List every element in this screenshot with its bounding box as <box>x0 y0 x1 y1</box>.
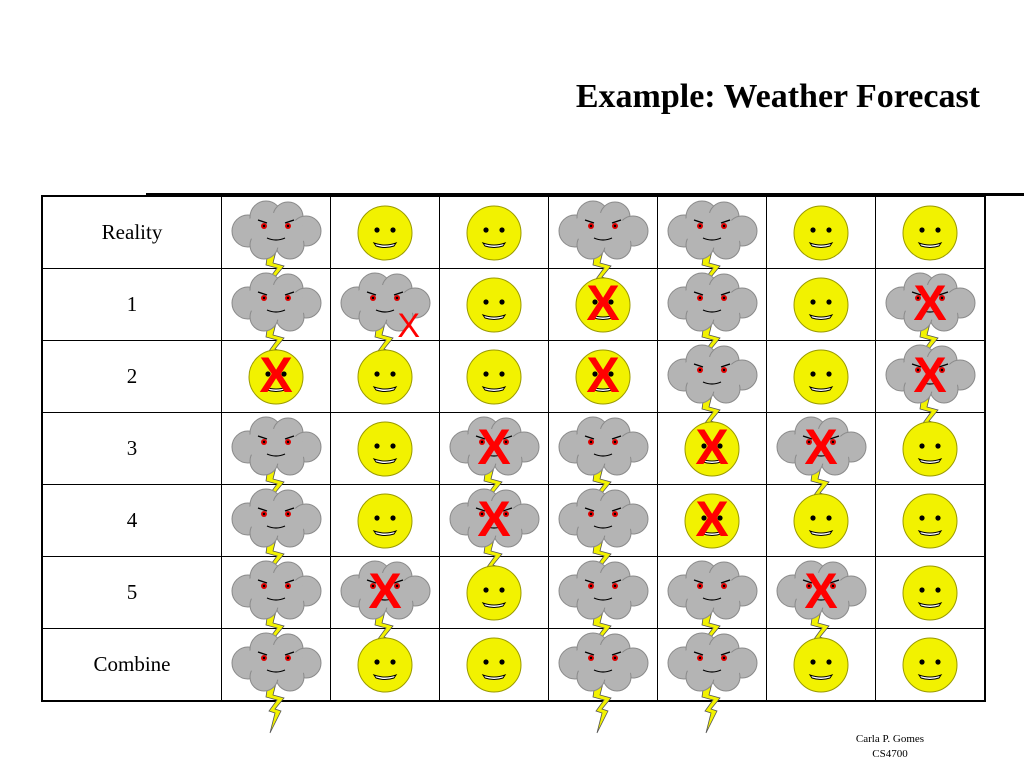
forecast-cell <box>876 269 986 341</box>
forecast-cell <box>767 557 876 629</box>
wrong-forecast-mark: X <box>368 563 402 620</box>
forecast-cell <box>658 629 767 702</box>
smiling-sun-icon <box>900 419 960 479</box>
forecast-cell <box>876 413 986 485</box>
forecast-cell <box>767 413 876 485</box>
smiling-sun-icon <box>355 635 415 695</box>
angry-storm-cloud-icon <box>555 625 651 743</box>
smiling-sun-icon <box>355 347 415 407</box>
row-label: Combine <box>42 629 222 702</box>
forecast-cell <box>658 341 767 413</box>
smiling-sun-icon <box>355 491 415 551</box>
smiling-sun-icon <box>900 635 960 695</box>
forecast-cell <box>549 413 658 485</box>
credit-course: CS4700 <box>872 748 908 760</box>
forecast-cell <box>876 557 986 629</box>
wrong-forecast-mark: X <box>913 275 947 332</box>
smiling-sun-icon <box>791 347 851 407</box>
forecast-cell <box>222 196 331 269</box>
forecast-cell <box>222 557 331 629</box>
smiling-sun-icon <box>791 203 851 263</box>
forecast-cell <box>222 485 331 557</box>
forecast-cell <box>440 413 549 485</box>
forecast-cell <box>440 557 549 629</box>
table-row <box>42 269 985 341</box>
forecast-cell <box>876 629 986 702</box>
forecast-cell <box>331 629 440 702</box>
forecast-cell <box>549 629 658 702</box>
smiling-sun-icon <box>464 203 524 263</box>
smiling-sun-icon <box>791 275 851 335</box>
forecast-cell <box>222 629 331 702</box>
wrong-forecast-mark: X <box>397 306 421 345</box>
wrong-forecast-mark: X <box>586 275 620 332</box>
forecast-cell <box>658 269 767 341</box>
smiling-sun-icon <box>900 491 960 551</box>
forecast-cell <box>222 413 331 485</box>
forecast-cell <box>658 413 767 485</box>
forecast-cell <box>549 341 658 413</box>
row-label: Reality <box>42 196 222 269</box>
wrong-forecast-mark: X <box>695 491 729 548</box>
forecast-cell <box>767 341 876 413</box>
wrong-forecast-mark: X <box>586 347 620 404</box>
forecast-cell <box>549 269 658 341</box>
row-label: 2 <box>42 341 222 413</box>
credit-author: Carla P. Gomes <box>855 733 925 745</box>
forecast-cell <box>440 269 549 341</box>
forecast-cell <box>331 485 440 557</box>
wrong-forecast-mark: X <box>804 563 838 620</box>
forecast-cell <box>440 196 549 269</box>
smiling-sun-icon <box>464 347 524 407</box>
forecast-cell <box>876 341 986 413</box>
row-label: 4 <box>42 485 222 557</box>
smiling-sun-icon <box>791 635 851 695</box>
forecast-cell <box>767 629 876 702</box>
forecast-cell <box>331 269 440 345</box>
table-row <box>42 629 985 702</box>
wrong-forecast-mark: X <box>913 347 947 404</box>
table-row <box>42 413 985 485</box>
table-row <box>42 557 985 629</box>
angry-storm-cloud-icon <box>228 625 324 743</box>
forecast-cell <box>876 196 986 269</box>
forecast-cell <box>658 485 767 557</box>
smiling-sun-icon <box>355 419 415 479</box>
forecast-table <box>41 195 986 702</box>
forecast-cell <box>767 485 876 557</box>
slide-title: Example: Weather Forecast <box>575 78 980 115</box>
forecast-cell <box>440 629 549 702</box>
smiling-sun-icon <box>791 491 851 551</box>
wrong-forecast-mark: X <box>477 491 511 548</box>
forecast-cell <box>440 341 549 413</box>
row-label: 5 <box>42 557 222 629</box>
smiling-sun-icon <box>355 203 415 263</box>
wrong-forecast-mark: X <box>804 419 838 476</box>
forecast-cell <box>658 196 767 269</box>
smiling-sun-icon <box>464 635 524 695</box>
wrong-forecast-mark: X <box>695 419 729 476</box>
forecast-cell <box>767 269 876 341</box>
angry-storm-cloud-icon <box>664 625 760 743</box>
wrong-forecast-mark: X <box>259 347 293 404</box>
smiling-sun-icon <box>900 563 960 623</box>
forecast-cell <box>331 196 440 269</box>
row-label: 3 <box>42 413 222 485</box>
forecast-cell <box>331 413 440 485</box>
table-row <box>42 196 985 269</box>
slide-credit <box>830 732 950 762</box>
row-label: 1 <box>42 269 222 341</box>
table-row <box>42 341 985 413</box>
forecast-cell <box>876 485 986 557</box>
wrong-forecast-mark: X <box>477 419 511 476</box>
forecast-cell <box>222 269 331 341</box>
forecast-cell <box>549 485 658 557</box>
table-row <box>42 485 985 557</box>
smiling-sun-icon <box>464 275 524 335</box>
smiling-sun-icon <box>900 203 960 263</box>
forecast-cell <box>549 196 658 269</box>
smiling-sun-icon <box>464 563 524 623</box>
forecast-cell <box>549 557 658 629</box>
forecast-cell <box>222 341 331 413</box>
forecast-cell <box>658 557 767 629</box>
forecast-cell <box>767 196 876 269</box>
forecast-cell <box>440 485 549 557</box>
forecast-cell <box>331 557 440 629</box>
forecast-cell <box>331 341 440 413</box>
